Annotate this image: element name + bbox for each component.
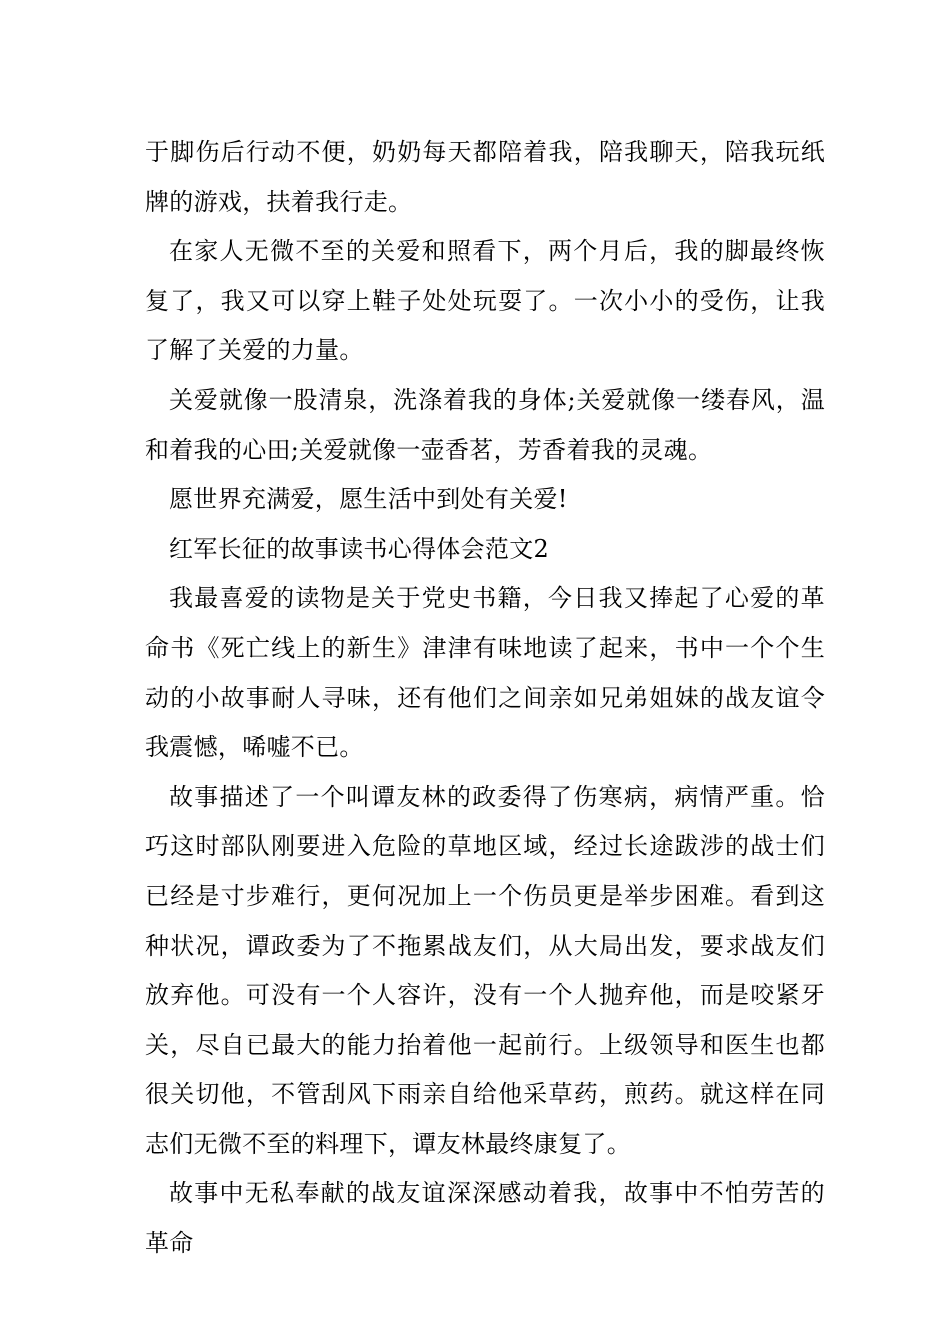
paragraph: 关爱就像一股清泉，洗涤着我的身体;关爱就像一缕春风，温和着我的心田;关爱就像一壶香茗，芳香着我的灵魂。: [145, 385, 825, 464]
section-heading: 红军长征的故事读书心得体会范文2: [169, 534, 550, 563]
paragraph: 愿世界充满爱，愿生活中到处有关爱!: [169, 485, 568, 514]
document-body: [145, 128, 825, 1269]
paragraph: 故事中无私奉献的战友谊深深感动着我，故事中不怕劳苦的革命: [145, 1179, 825, 1258]
paragraph-continuation: 于脚伤后行动不便，奶奶每天都陪着我，陪我聊天，陪我玩纸牌的游戏，扶着我行走。: [145, 138, 825, 216]
paragraph: 在家人无微不至的关爱和照看下，两个月后，我的脚最终恢复了，我又可以穿上鞋子处处玩耍了。一次小小的受伤，让我了解了关爱的力量。: [145, 237, 825, 365]
paragraph: 我最喜爱的读物是关于党史书籍，今日我又捧起了心爱的革命书《死亡线上的新生》津津有味地读了起来，书中一个个生动的小故事耐人寻味，还有他们之间亲如兄弟姐妹的战友谊令我震憾，唏嘘不已。: [145, 584, 825, 762]
paragraph: 故事描述了一个叫谭友林的政委得了伤寒病，病情严重。恰巧这时部队刚要进入危险的草地区域，经过长途跋涉的战士们已经是寸步难行，更何况加上一个伤员更是举步困难。看到这种状况，谭政委为了不拖累战友们，从大局出发，要求战友们放弃他。可没有一个人容许，没有一个人抛弃他，而是咬紧牙关，尽自已最大的能力抬着他一起前行。上级领导和医生也都很关切他，不管刮风下雨亲自给他采草药，煎药。就这样在同志们无微不至的料理下，谭友林最终康复了。: [145, 782, 825, 1158]
